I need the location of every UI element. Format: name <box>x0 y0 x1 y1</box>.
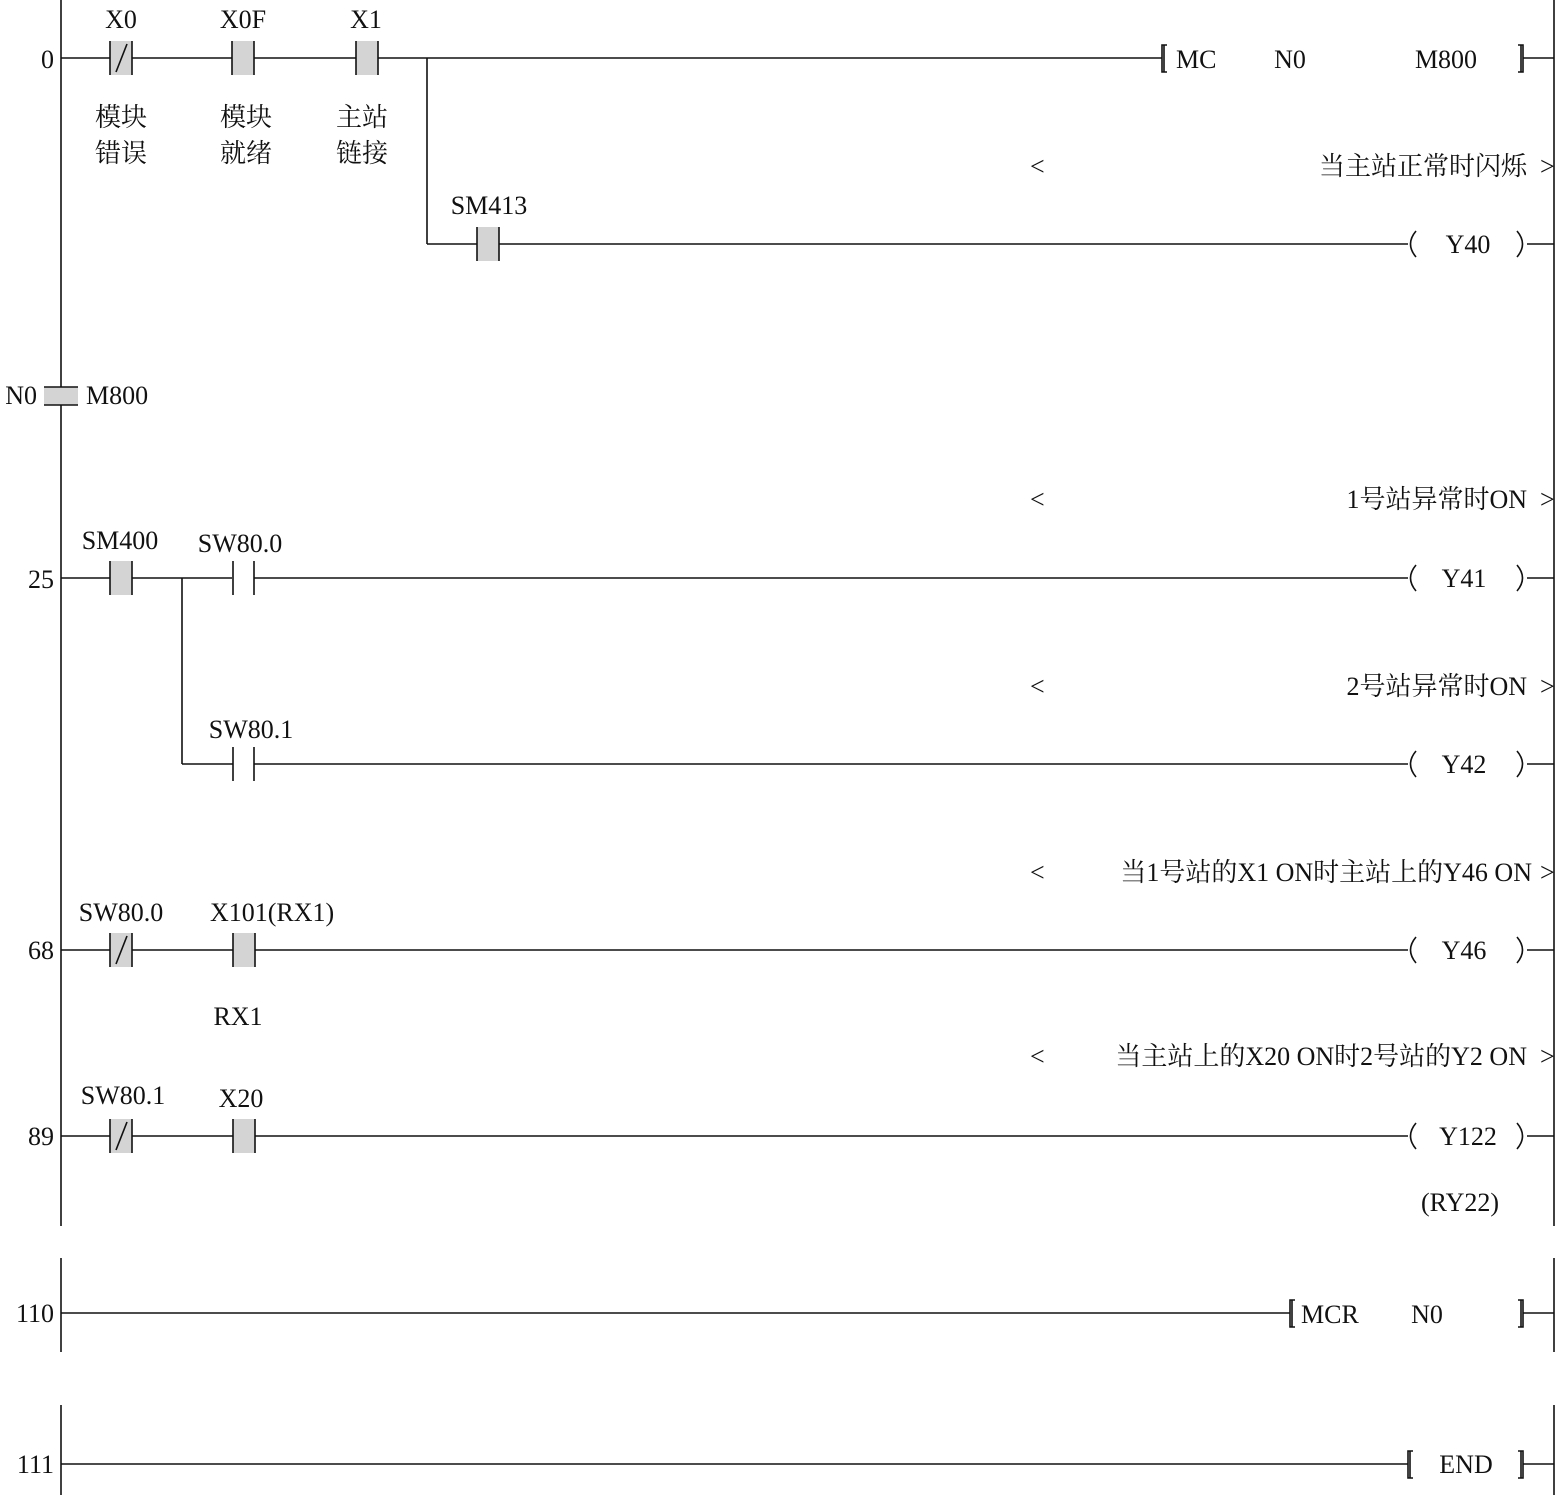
rung-comment: 1号站异常时ON <box>1346 485 1527 514</box>
instruction-mc <box>1162 45 1554 74</box>
rung-110 <box>16 1299 1554 1329</box>
contact-x20 <box>219 1084 264 1153</box>
instruction-arg: M800 <box>1414 45 1478 74</box>
instruction-arg: N0 <box>1411 1300 1443 1329</box>
mc-nest: N0 <box>5 381 37 410</box>
contact-label: X20 <box>218 1084 264 1113</box>
contact-label: SW80.0 <box>197 529 283 558</box>
rung-comment: 当1号站的X1 ON时主站上的Y46 ON <box>1120 858 1532 887</box>
instruction-op: MC <box>1176 45 1217 74</box>
contact-label: X1 <box>350 5 382 34</box>
contact-label: SM400 <box>81 526 159 555</box>
step-number: 110 <box>15 1299 54 1328</box>
coil-y42 <box>1411 750 1523 779</box>
rung-68 <box>28 858 1555 1031</box>
instruction-op: END <box>1439 1450 1493 1479</box>
step-number: 68 <box>28 936 54 965</box>
instruction-end <box>1408 1450 1523 1479</box>
instruction-op: MCR <box>1301 1300 1359 1329</box>
comment-open: < <box>1030 152 1045 181</box>
comment-open: < <box>1030 672 1045 701</box>
rung-0 <box>41 5 1554 168</box>
coil-note: (RY22) <box>1421 1188 1499 1217</box>
contact-note: 链接 <box>335 139 389 168</box>
comment-open: < <box>1030 485 1045 514</box>
coil-label: Y40 <box>1445 230 1491 259</box>
comment-close: > <box>1540 485 1555 514</box>
step-number: 0 <box>41 45 54 74</box>
contact-sw80-0 <box>198 529 283 595</box>
contact-note: 就绪 <box>219 139 273 168</box>
mc-device: M800 <box>86 381 149 410</box>
contact-sm400 <box>82 526 159 595</box>
contact-note: 主站 <box>335 103 389 132</box>
comment-close: > <box>1540 858 1555 887</box>
contact-label: SW80.1 <box>80 1081 166 1110</box>
coil-y46 <box>1411 936 1523 965</box>
rung-y42 <box>182 578 1555 781</box>
instruction-mcr <box>1290 1300 1523 1329</box>
coil-label: Y46 <box>1441 936 1487 965</box>
coil-y40 <box>1411 230 1523 259</box>
coil-label: Y122 <box>1439 1122 1497 1151</box>
contact-note: 模块 <box>94 103 148 132</box>
contact-x0 <box>95 5 147 168</box>
contact-note: 错误 <box>94 139 148 168</box>
contact-label: SW80.0 <box>78 898 164 927</box>
comment-close: > <box>1540 152 1555 181</box>
contact-label: SW80.1 <box>208 715 294 744</box>
rung-y40 <box>427 58 1555 261</box>
coil-label: Y42 <box>1441 750 1487 779</box>
coil-y122 <box>1411 1122 1523 1217</box>
contact-label: X0 <box>105 5 137 34</box>
contact-sublabel: RX1 <box>213 1002 263 1031</box>
contact-label: X101(RX1) <box>210 898 335 927</box>
rung-111 <box>17 1450 1554 1479</box>
rung-comment: 当主站正常时闪烁 <box>1318 152 1527 181</box>
comment-close: > <box>1540 1042 1555 1071</box>
contact-sm413 <box>451 191 528 261</box>
contact-sw80-1 <box>209 715 294 781</box>
rung-comment: 当主站上的X20 ON时2号站的Y2 ON <box>1115 1042 1527 1071</box>
step-number: 111 <box>16 1450 54 1479</box>
comment-open: < <box>1030 1042 1045 1071</box>
contact-note: 模块 <box>219 103 273 132</box>
contact-x1 <box>336 5 389 168</box>
rung-comment: 2号站异常时ON <box>1346 672 1527 701</box>
comment-close: > <box>1540 672 1555 701</box>
comment-open: < <box>1030 858 1045 887</box>
contact-label: SM413 <box>450 191 528 220</box>
rung-89 <box>28 1042 1555 1217</box>
power-rails <box>61 0 1554 1495</box>
coil-y41 <box>1411 564 1523 593</box>
contact-x0f <box>220 5 272 168</box>
step-number: 25 <box>28 565 54 594</box>
rung-25 <box>28 485 1555 595</box>
instruction-arg: N0 <box>1274 45 1306 74</box>
step-number: 89 <box>28 1122 54 1151</box>
master-control-marker <box>5 381 148 410</box>
coil-label: Y41 <box>1441 564 1487 593</box>
contact-sw80-0-nc <box>79 898 164 967</box>
contact-x101 <box>210 898 334 1031</box>
contact-sw80-1-nc <box>81 1081 166 1153</box>
contact-label: X0F <box>219 5 267 34</box>
